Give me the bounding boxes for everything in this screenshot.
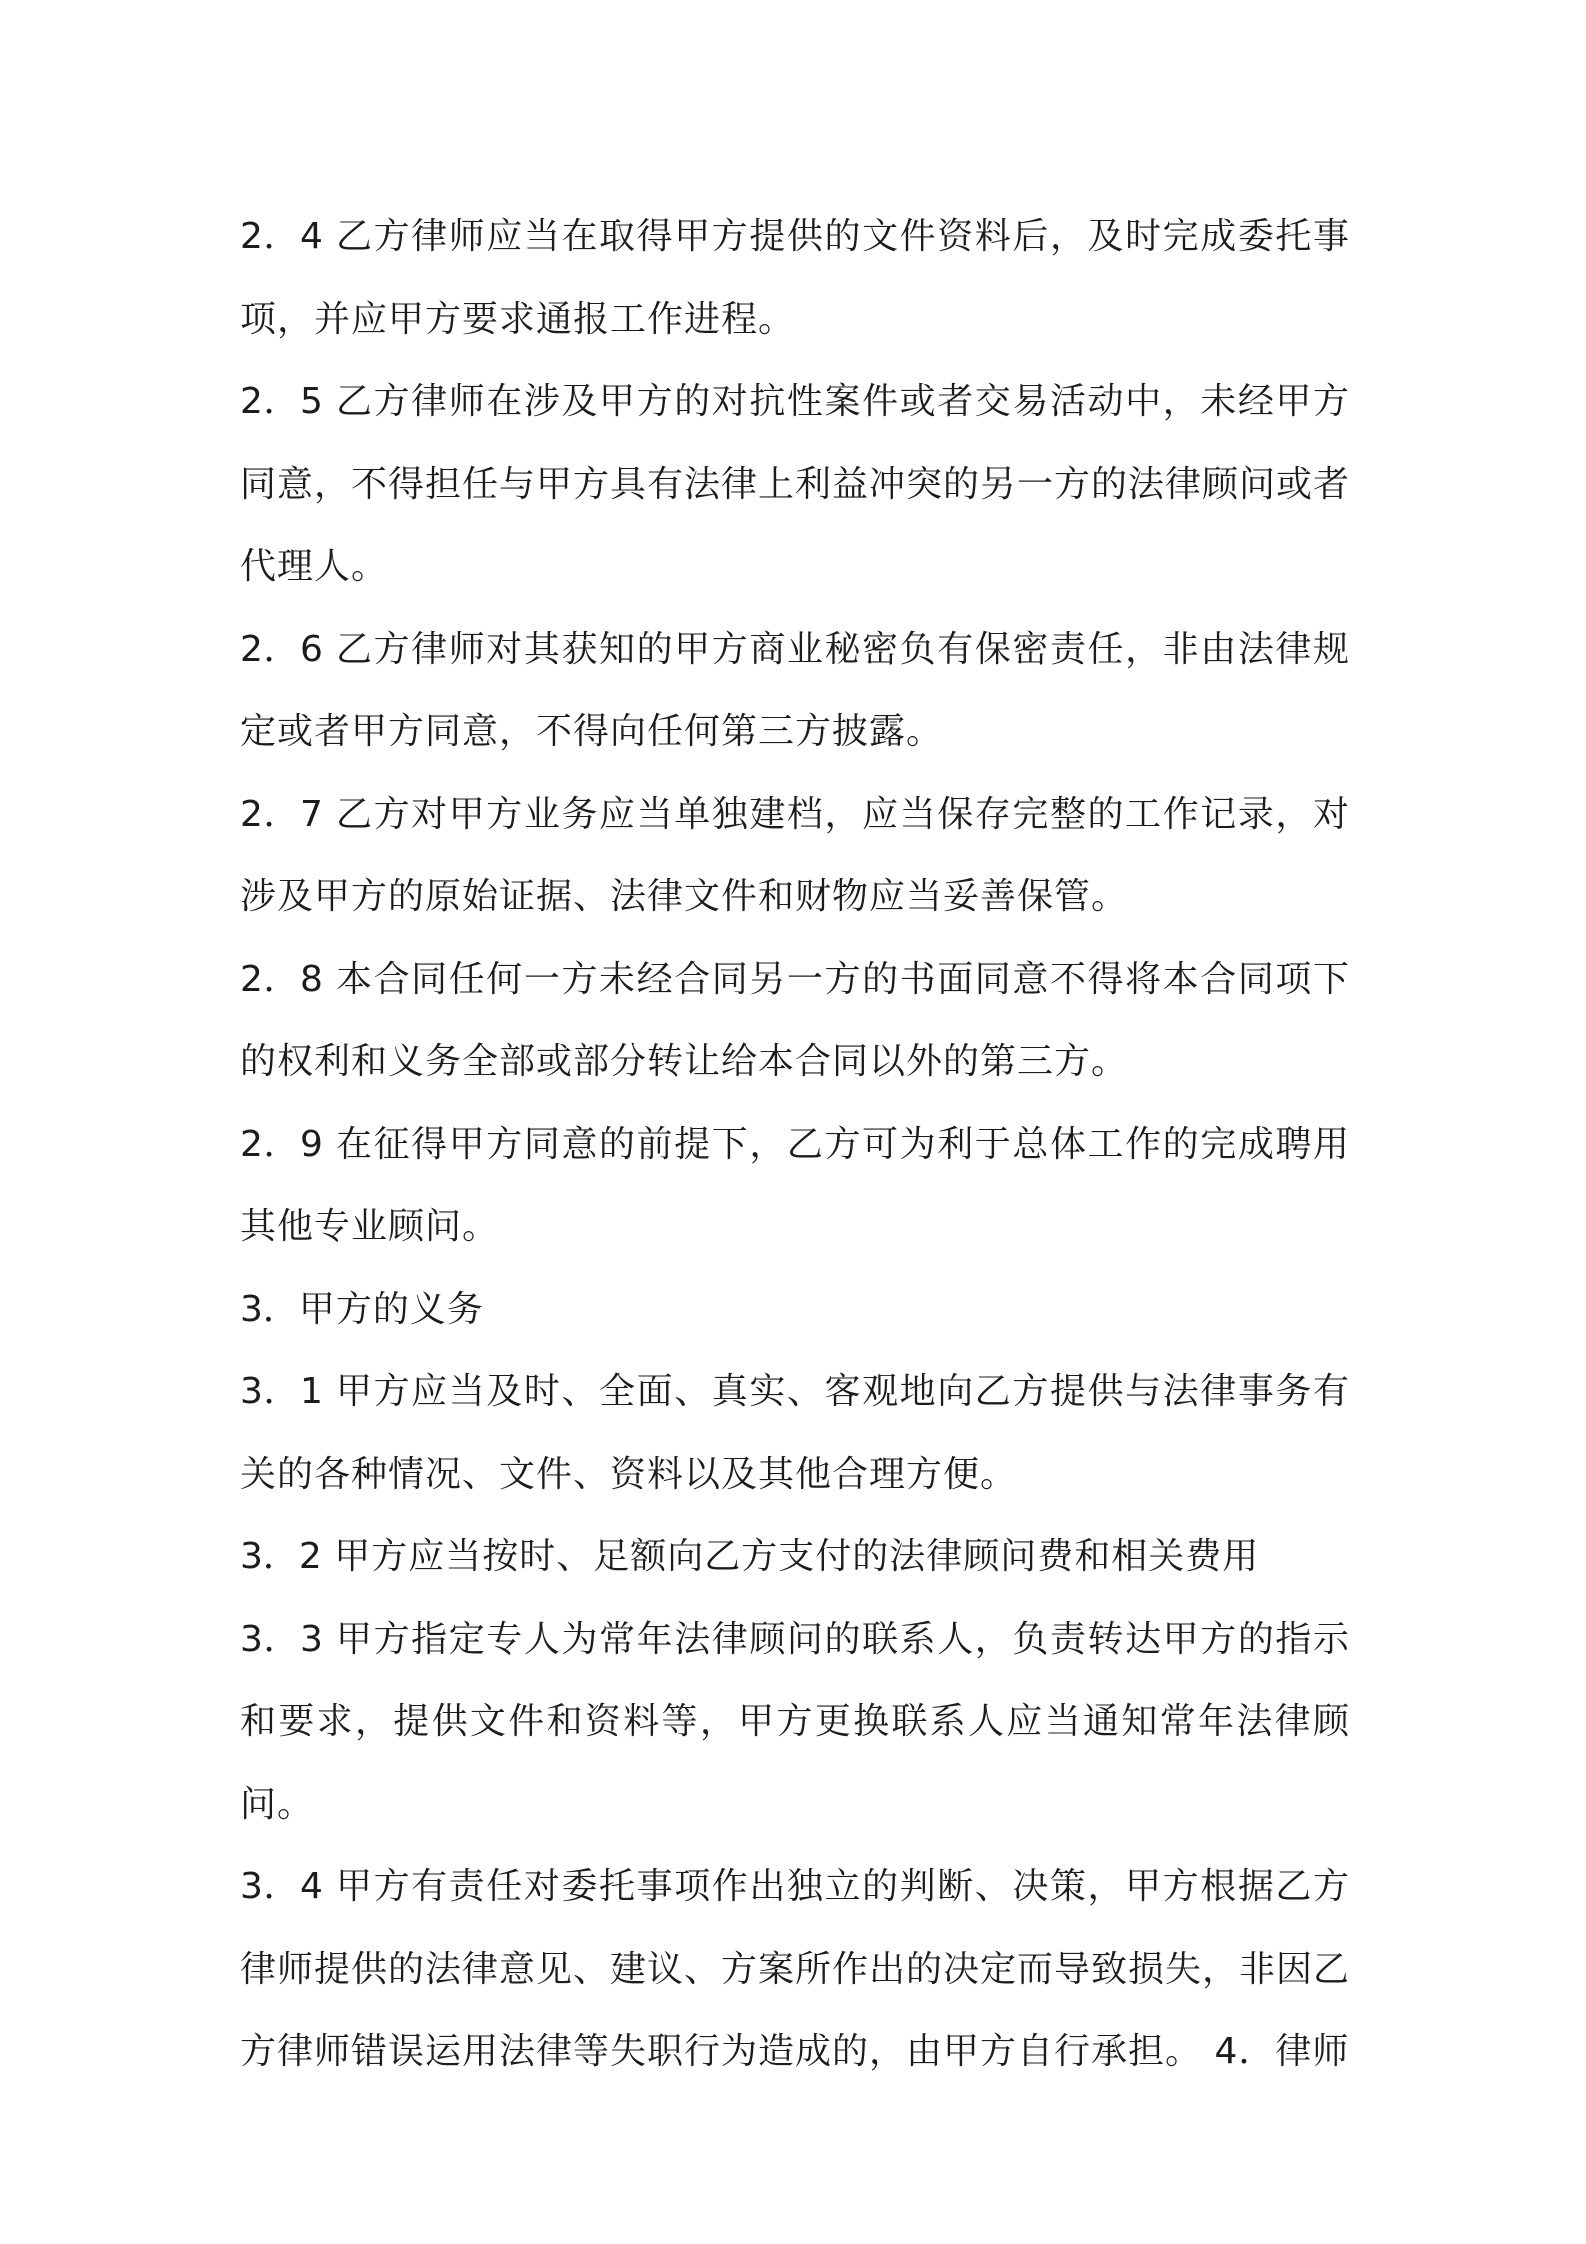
clause-text: 乙方律师应当在取得甲方提供的文件资料后，及时完成委托事项，并应甲方要求通报工作进程。	[240, 216, 1350, 340]
clause-2-8	[240, 939, 1350, 1104]
clause-text: 甲方应当按时、足额向乙方支付的法律顾问费和相关费用	[334, 1536, 1260, 1577]
section-number: 3．	[240, 1288, 299, 1330]
clause-text: 乙方律师对其获知的甲方商业秘密负有保密责任，非由法律规定或者甲方同意，不得向任何第三方披露。	[240, 628, 1350, 752]
clause-number: 3．3	[240, 1618, 323, 1660]
clause-3-4	[240, 1846, 1350, 2094]
clause-2-9	[240, 1104, 1350, 1269]
clause-2-5	[240, 361, 1350, 609]
clause-number: 2．9	[240, 1123, 323, 1165]
clause-text: 本合同任何一方未经合同另一方的书面同意不得将本合同项下的权利和义务全部或部分转让给本合同以外的第三方。	[240, 958, 1350, 1082]
clause-3-3	[240, 1599, 1350, 1847]
section-title: 甲方的义务	[298, 1288, 484, 1330]
clause-3-2	[240, 1516, 1350, 1599]
clause-2-7	[240, 774, 1350, 939]
clause-text: 乙方对甲方业务应当单独建档，应当保存完整的工作记录，对涉及甲方的原始证据、法律文件和财物应当妥善保管。	[240, 793, 1350, 917]
clause-2-6	[240, 609, 1350, 774]
clause-text: 乙方律师在涉及甲方的对抗性案件或者交易活动中，未经甲方同意，不得担任与甲方具有法律上利益冲突的另一方的法律顾问或者代理人。	[240, 381, 1351, 587]
clause-number: 2．8	[240, 958, 323, 1000]
clause-number: 2．5	[240, 381, 323, 422]
section-3-heading	[240, 1269, 1350, 1352]
clause-number: 3．4	[240, 1866, 323, 1907]
clause-2-4	[240, 196, 1350, 361]
clause-number: 3．1	[240, 1371, 323, 1412]
clause-number: 2．7	[240, 793, 323, 835]
clause-text: 甲方指定专人为常年法律顾问的联系人，负责转达甲方的指示和要求，提供文件和资料等，甲方更换联系人应当通知常年法律顾问。	[240, 1618, 1350, 1825]
clause-text: 甲方有责任对委托事项作出独立的判断、决策，甲方根据乙方律师提供的法律意见、建议、方案所作出的决定而导致损失，非因乙方律师错误运用法律等失职行为造成的，由甲方自行承担。 4．律师	[240, 1866, 1351, 2072]
clause-3-1	[240, 1351, 1350, 1516]
clause-number: 2．4	[240, 216, 323, 257]
document-body	[240, 196, 1350, 2094]
clause-number: 2．6	[240, 628, 323, 670]
clause-number: 3．2	[240, 1536, 322, 1577]
clause-text: 在征得甲方同意的前提下，乙方可为利于总体工作的完成聘用其他专业顾问。	[240, 1123, 1350, 1247]
clause-text: 甲方应当及时、全面、真实、客观地向乙方提供与法律事务有关的各种情况、文件、资料以及其他合理方便。	[240, 1371, 1350, 1495]
